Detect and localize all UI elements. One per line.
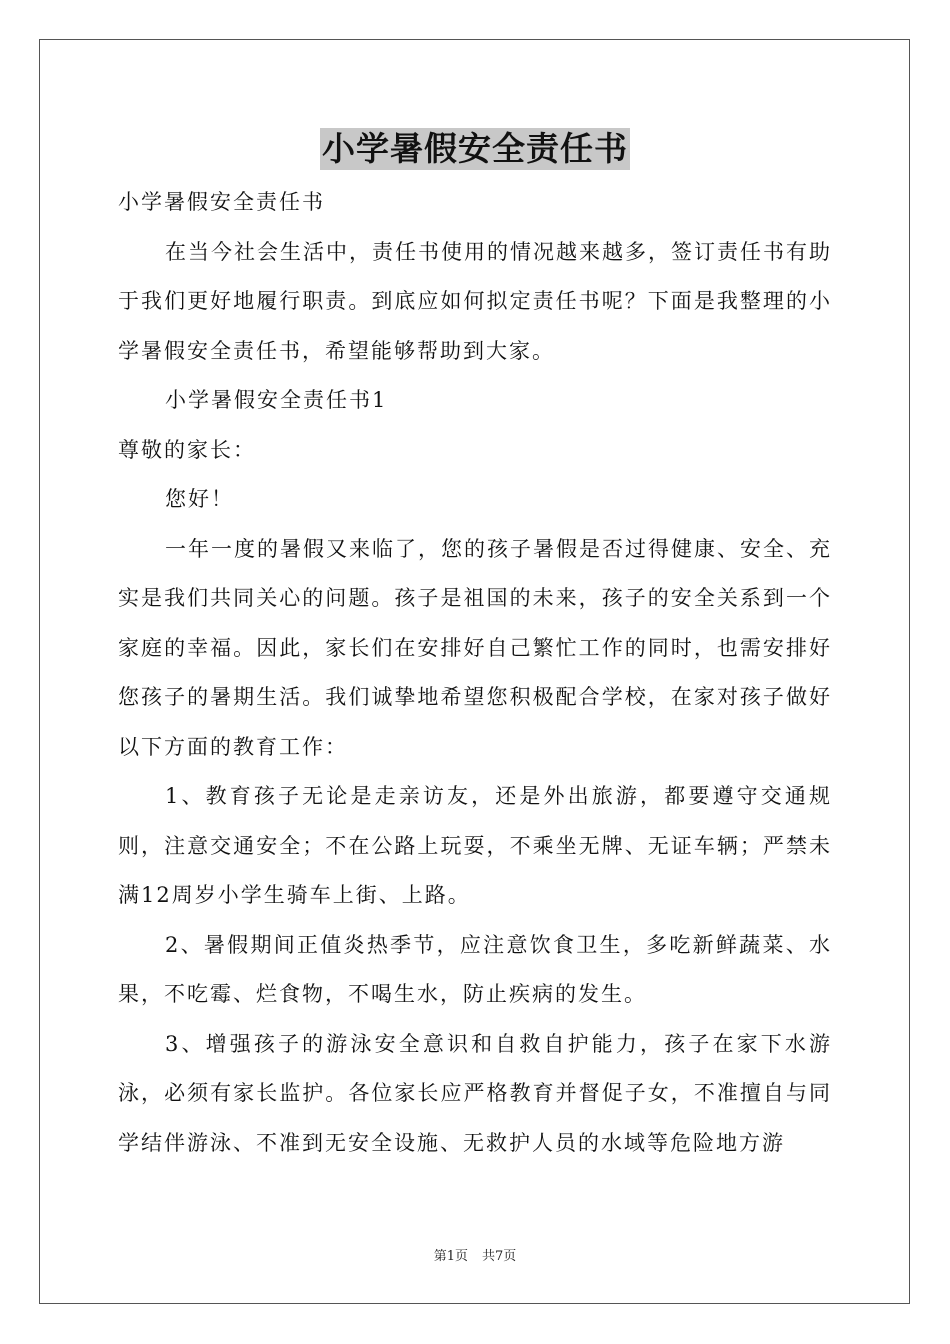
title-container bbox=[0, 128, 950, 170]
page-footer bbox=[0, 1248, 950, 1266]
section-heading: 小学暑假安全责任书1 bbox=[165, 388, 388, 412]
list-item-2: 2、暑假期间正值炎热季节，应注意饮食卫生，多吃新鲜蔬菜、水果，不吃霉、烂食物，不喝生水，防止疾病的发生。 bbox=[118, 932, 832, 1006]
salutation: 尊敬的家长： bbox=[118, 437, 256, 462]
greeting: 您好！ bbox=[165, 487, 234, 511]
list-item-1: 1、教育孩子无论是走亲访友，还是外出旅游，都要遵守交通规则，注意交通安全；不在公路上玩耍，不乘坐无牌、无证车辆；严禁未满12周岁小学生骑车上街、上路。 bbox=[118, 784, 832, 907]
list-item-3: 3、增强孩子的游泳安全意识和自救自护能力，孩子在家下水游泳，必须有家长监护。各位家长应严格教育并督促子女，不准擅自与同学结伴游泳、不准到无安全设施、无救护人员的水域等危险地方游 bbox=[118, 1031, 832, 1155]
document-title: 小学暑假安全责任书 bbox=[322, 129, 628, 168]
body-paragraph: 一年一度的暑假又来临了，您的孩子暑假是否过得健康、安全、充实是我们共同关心的问题。孩子是祖国的未来，孩子的安全关系到一个家庭的幸福。因此，家长们在安排好自己繁忙工作的同时，也需安排好您孩子的暑期生活。我们诚挚地希望您积极配合学校，在家对孩子做好以下方面的教育工作： bbox=[118, 536, 832, 759]
document-body bbox=[118, 178, 832, 1168]
page-total: 共7页 bbox=[482, 1249, 517, 1264]
page-number: 第1页 bbox=[433, 1249, 468, 1264]
intro-paragraph: 在当今社会生活中，责任书使用的情况越来越多，签订责任书有助于我们更好地履行职责。到底应如何拟定责任书呢？下面是我整理的小学暑假安全责任书，希望能够帮助到大家。 bbox=[118, 239, 832, 363]
subtitle-paragraph: 小学暑假安全责任书 bbox=[118, 190, 325, 214]
